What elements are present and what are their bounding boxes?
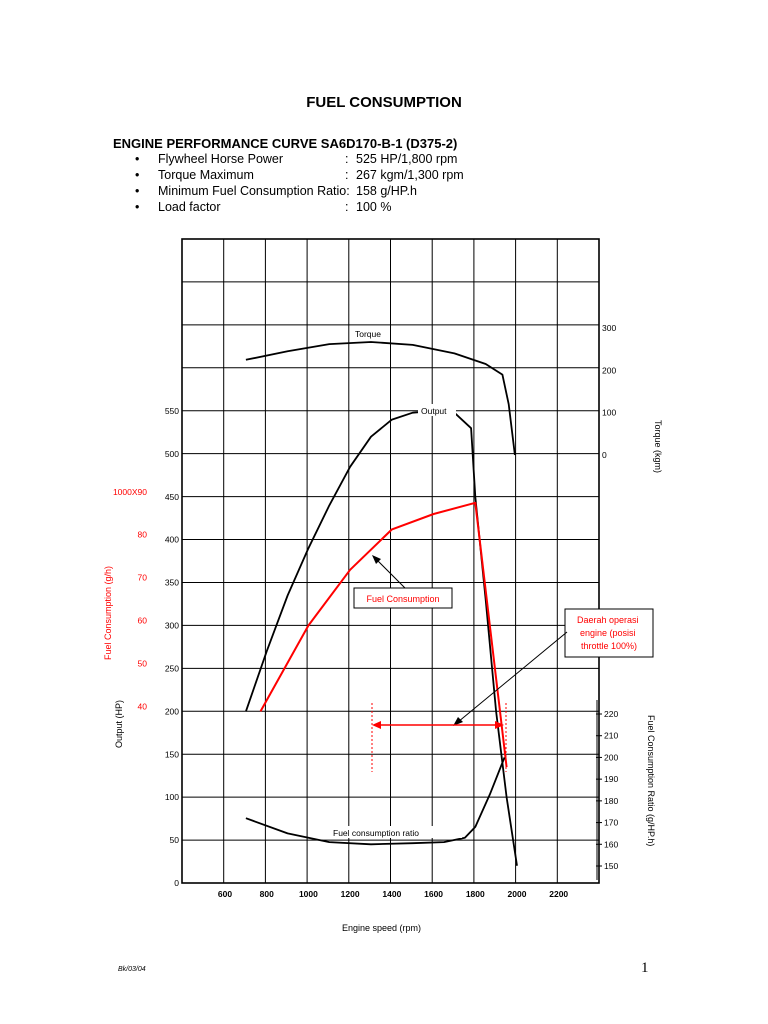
- x-tick-label: 600: [217, 889, 233, 899]
- torque-tick-label: 200: [602, 365, 617, 376]
- fuel-axis-label: Fuel Consumption (g/h): [103, 565, 113, 660]
- chart-grid: [182, 239, 599, 883]
- ratio-tick-label: 180: [604, 795, 619, 806]
- arrowhead-left-icon: [372, 721, 381, 729]
- x-tick-label: 1800: [465, 889, 485, 899]
- torque-axis-label: Torque (kgm): [653, 420, 663, 474]
- output-tick-label: 550: [164, 406, 179, 416]
- fuel-callout-text: Fuel Consumption: [366, 594, 440, 604]
- tick-layer: [113, 323, 619, 899]
- spec-value: 525 HP/1,800 rpm: [356, 152, 458, 166]
- bullet-icon: •: [135, 200, 140, 214]
- footer-code: Bk/03/04: [118, 966, 146, 973]
- output-tick-label: 450: [164, 491, 179, 502]
- fuel-tick-label: 1000X90: [112, 486, 147, 497]
- x-tick-label: 1200: [340, 889, 360, 899]
- output-tick-label: 500: [164, 448, 179, 459]
- ratio-curve-label: Fuel consumption ratio: [333, 828, 419, 838]
- operating-region-text: [577, 615, 641, 651]
- spec-colon: :: [345, 200, 349, 214]
- spec-colon: :: [345, 168, 349, 182]
- torque-tick-label: 0: [602, 450, 607, 460]
- fuel-tick-label: 80: [137, 529, 147, 540]
- spec-value: 158 g/HP.h: [356, 184, 417, 198]
- output-tick-label: 400: [164, 534, 179, 545]
- ratio-axis-label: Fuel Consumption Ratio (g/HP.h): [646, 715, 656, 847]
- spec-value: 100 %: [356, 200, 392, 214]
- output-axis-label: Output (HP): [114, 699, 124, 748]
- spec-label: Minimum Fuel Consumption Ratio:: [158, 184, 350, 198]
- output-tick-label: 350: [164, 577, 179, 588]
- output-tick-label: 100: [164, 792, 179, 803]
- bullet-icon: •: [135, 168, 140, 182]
- output-tick-label: 0: [174, 878, 179, 888]
- fuel-tick-label: 40: [137, 701, 147, 712]
- spec-label: Torque Maximum: [158, 168, 254, 182]
- series-torque: [246, 342, 515, 455]
- x-tick-label: 1400: [382, 889, 402, 899]
- ratio-tick-label: 190: [604, 774, 619, 785]
- output-tick-label: 200: [164, 706, 179, 717]
- x-tick-label: 1600: [424, 889, 444, 899]
- x-tick-label: 1000: [298, 889, 318, 899]
- ratio-tick-label: 220: [604, 709, 619, 719]
- ratio-tick-label: 170: [604, 817, 619, 828]
- spec-colon: :: [345, 152, 349, 166]
- ratio-tick-label: 210: [604, 730, 619, 741]
- torque-tick-label: 100: [602, 407, 617, 418]
- x-tick-label: 2000: [507, 889, 527, 899]
- ratio-tick-label: 160: [604, 839, 619, 850]
- fuel-tick-label: 70: [137, 572, 147, 583]
- output-curve-label: Output: [421, 406, 447, 416]
- fuel-tick-label: 60: [137, 615, 147, 626]
- output-tick-label: 300: [164, 620, 179, 631]
- series-fuel-consumption: [261, 503, 507, 767]
- spec-value: 267 kgm/1,300 rpm: [356, 168, 464, 182]
- torque-tick-label: 300: [602, 323, 617, 333]
- torque-curve-label: Torque: [355, 329, 381, 339]
- output-tick-label: 50: [169, 835, 179, 846]
- ratio-tick-label: 150: [604, 861, 619, 871]
- output-tick-label: 150: [164, 749, 179, 760]
- bullet-icon: •: [135, 152, 140, 166]
- page-title: FUEL CONSUMPTION: [306, 94, 462, 111]
- spec-label: Flywheel Horse Power: [158, 152, 284, 166]
- operating-region-line: throttle 100%): [580, 641, 638, 651]
- output-tick-label: 250: [164, 663, 179, 674]
- spec-label: Load factor: [158, 200, 221, 214]
- ratio-tick-label: 200: [604, 752, 619, 763]
- operating-region-line: engine (posisi: [579, 628, 636, 638]
- x-tick-label: 800: [259, 889, 274, 899]
- engine-subtitle: ENGINE PERFORMANCE CURVE SA6D170-B-1 (D375-2): [113, 136, 458, 151]
- fuel-tick-label: 50: [137, 658, 147, 669]
- x-tick-label: 2200: [549, 889, 569, 899]
- page-number: 1: [641, 960, 649, 976]
- bullet-icon: •: [135, 184, 140, 198]
- x-axis-label: Engine speed (rpm): [342, 923, 422, 933]
- operating-region-line: Daerah operasi: [576, 615, 639, 625]
